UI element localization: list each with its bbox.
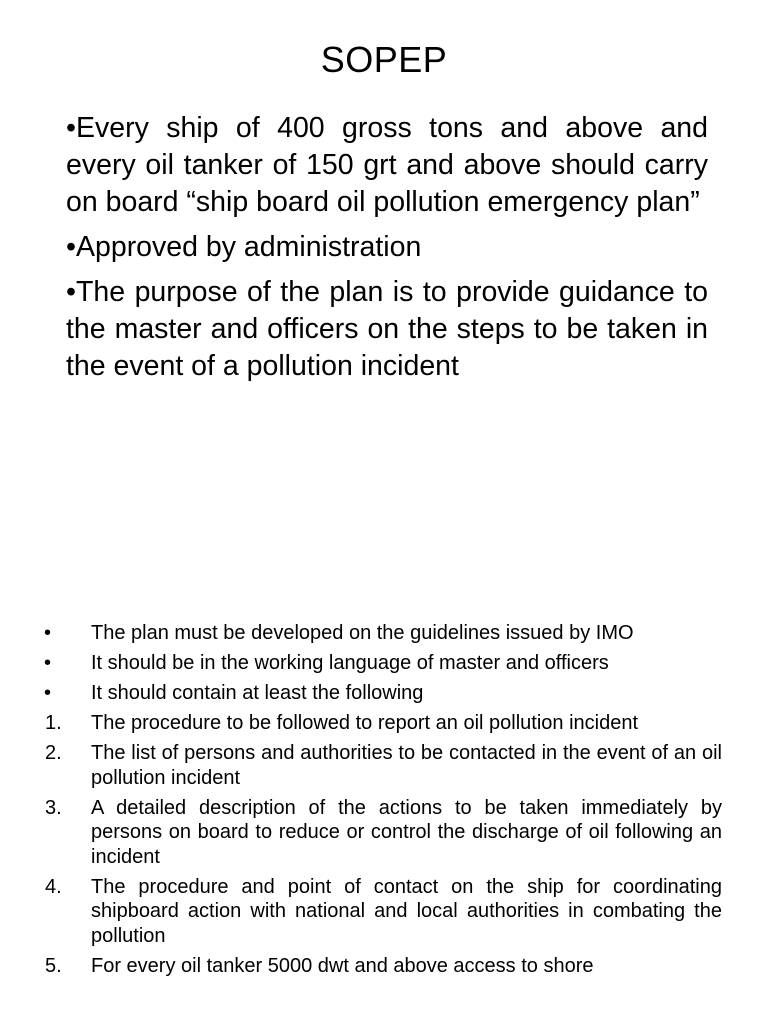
list-item <box>0 651 768 676</box>
list-item-text: The list of persons and authorities to be contacted in the event of an oil pollution incident <box>91 742 722 789</box>
list-item <box>0 621 768 646</box>
list-item-text: It should contain at least the following <box>91 682 424 704</box>
number-marker: 5. <box>45 954 62 977</box>
list-item-text: The plan must be developed on the guidelines issued by IMO <box>91 622 634 644</box>
number-marker: 2. <box>45 742 62 764</box>
list-item-text: A detailed description of the actions to be taken immediately by persons on board to reduce or control the discharge of oil following an incident <box>91 796 722 868</box>
top-bullet-list <box>66 110 708 393</box>
bullet-marker: • <box>44 652 52 674</box>
list-item <box>0 796 768 870</box>
list-item-text: The procedure to be followed to report an oil pollution incident <box>91 712 639 734</box>
number-marker: 1. <box>45 712 62 734</box>
top-bullet-item: •Every ship of 400 gross tons and above and every oil tanker of 150 grt and above should carry on board “ship board oil pollution emergency plan” <box>66 112 708 218</box>
requirements-list <box>0 621 768 984</box>
list-item-text: It should be in the working language of master and officers <box>91 652 609 674</box>
list-item-text: For every oil tanker 5000 dwt and above access to shore <box>91 954 594 977</box>
list-item <box>0 711 768 736</box>
list-item-text: The procedure and point of contact on the ship for coordinating shipboard action with national and local authorities in combating the pollution <box>91 875 722 947</box>
number-marker: 4. <box>45 875 62 898</box>
list-item <box>0 954 768 979</box>
top-bullet-item: •The purpose of the plan is to provide guidance to the master and officers on the steps to be taken in the event of a pollution incident <box>66 276 708 382</box>
top-bullet-item: •Approved by administration <box>66 231 422 263</box>
page-title: SOPEP <box>320 39 448 80</box>
bullet-marker: • <box>44 622 52 644</box>
list-item <box>0 875 768 949</box>
bullet-marker: • <box>44 682 52 704</box>
list-item <box>0 741 768 790</box>
list-item <box>0 681 768 706</box>
number-marker: 3. <box>45 796 62 819</box>
